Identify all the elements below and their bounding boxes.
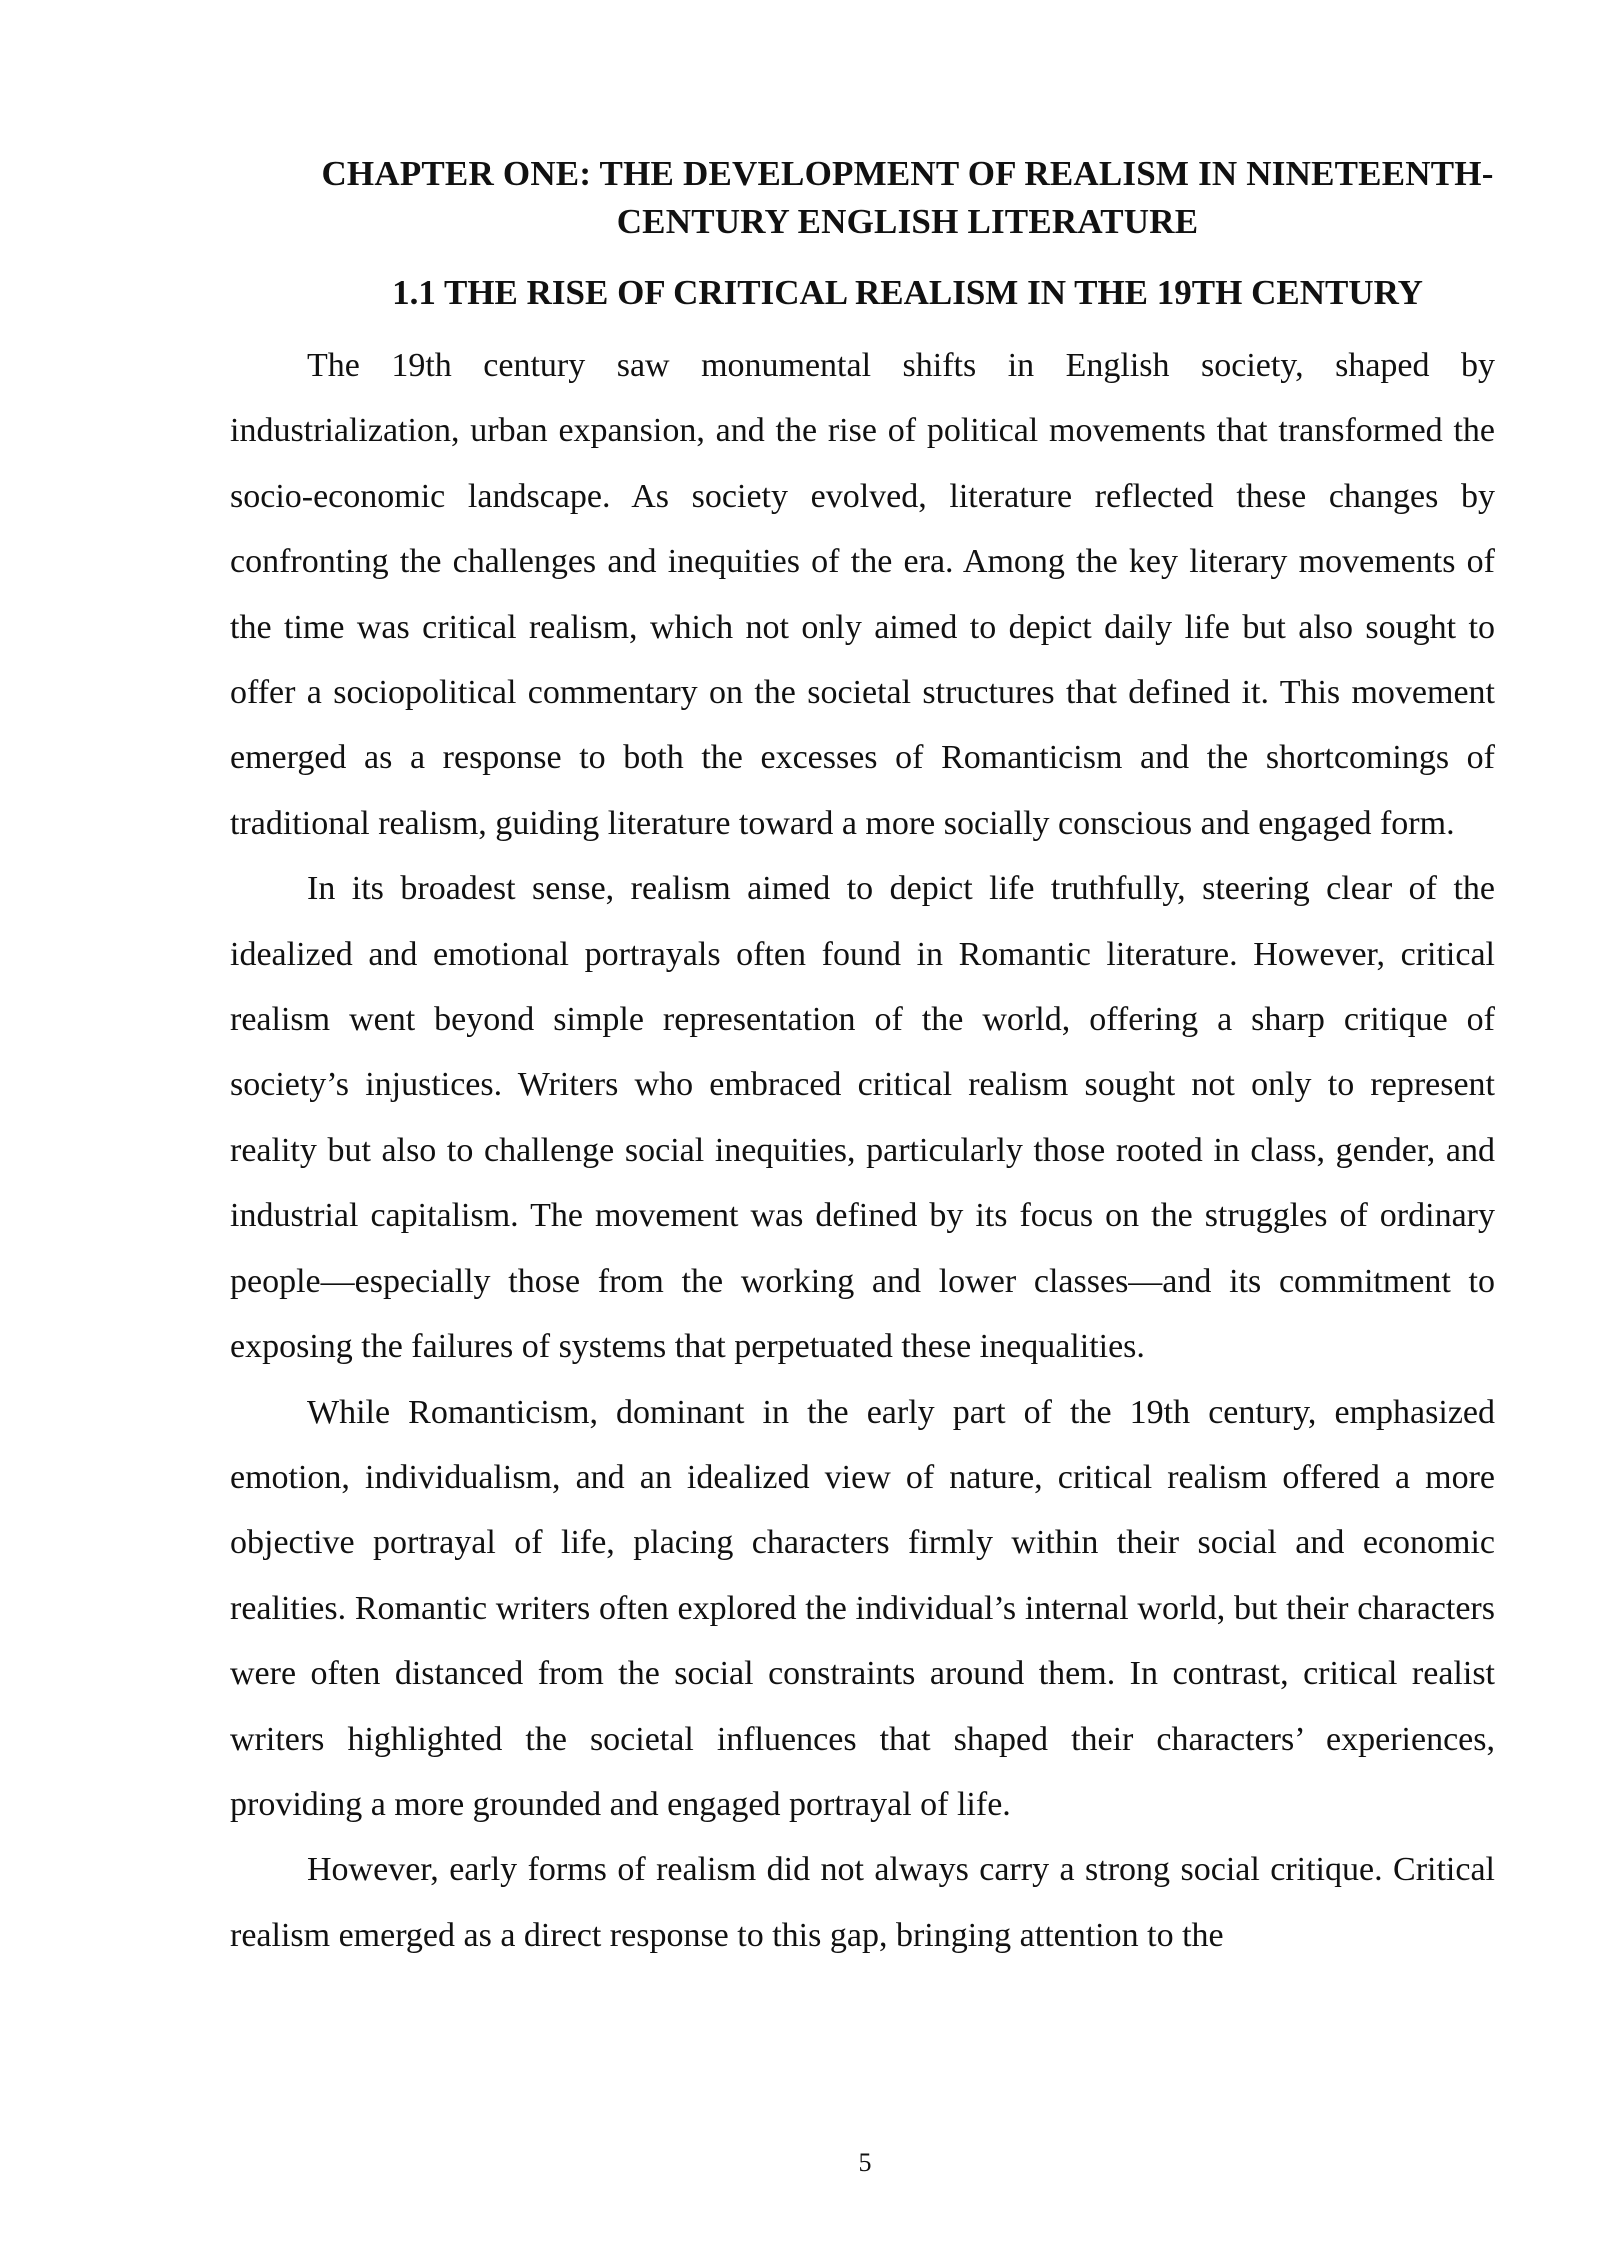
- paragraph-3: While Romanticism, dominant in the early part of the 19th century, emphasized emotion, individualism, and an idealized view of nature, critical realism offered a more objective portrayal of life, placing characters firmly within their social and economic realities. Romantic writers often explored the individual’s internal world, but their characters were often distanced from the social constraints around them. In contrast, critical realist writers highlighted the societal influences that shaped their characters’ experiences, providing a more grounded and engaged portrayal of life.: [230, 1393, 1495, 1823]
- page-number: 5: [858, 2148, 872, 2177]
- page-content: [230, 150, 1495, 1968]
- paragraph-4: However, early forms of realism did not always carry a strong social critique. Critical realism emerged as a direct response to this gap, bringing attention to the: [230, 1851, 1495, 1954]
- chapter-title-line-1: CHAPTER ONE: THE DEVELOPMENT OF REALISM IN NINETEENTH-: [321, 154, 1494, 193]
- section-title: 1.1 THE RISE OF CRITICAL REALISM IN THE 19TH CENTURY: [392, 273, 1423, 312]
- paragraph-1: The 19th century saw monumental shifts in English society, shaped by industrialization, urban expansion, and the rise of political movements that transformed the socio-economic landscape. As society evolved, literature reflected these changes by confronting the challenges and inequities of the era. Among the key literary movements of the time was critical realism, which not only aimed to depict daily life but also sought to offer a sociopolitical commentary on the societal structures that defined it. This movement emerged as a response to both the excesses of Romanticism and the shortcomings of traditional realism, guiding literature toward a more socially conscious and engaged form.: [230, 347, 1495, 842]
- chapter-title: [230, 150, 1495, 246]
- chapter-title-line-2: CENTURY ENGLISH LITERATURE: [616, 202, 1199, 241]
- body-text: [230, 333, 1495, 1968]
- paragraph-2: In its broadest sense, realism aimed to depict life truthfully, steering clear of the idealized and emotional portrayals often found in Romantic literature. However, critical realism went beyond simple representation of the world, offering a sharp critique of society’s injustices. Writers who embraced critical realism sought not only to represent reality but also to challenge social inequities, particularly those rooted in class, gender, and industrial capitalism. The movement was defined by its focus on the struggles of ordinary people—especially those from the working and lower classes—and its commitment to exposing the failures of systems that perpetuated these inequalities.: [230, 870, 1495, 1366]
